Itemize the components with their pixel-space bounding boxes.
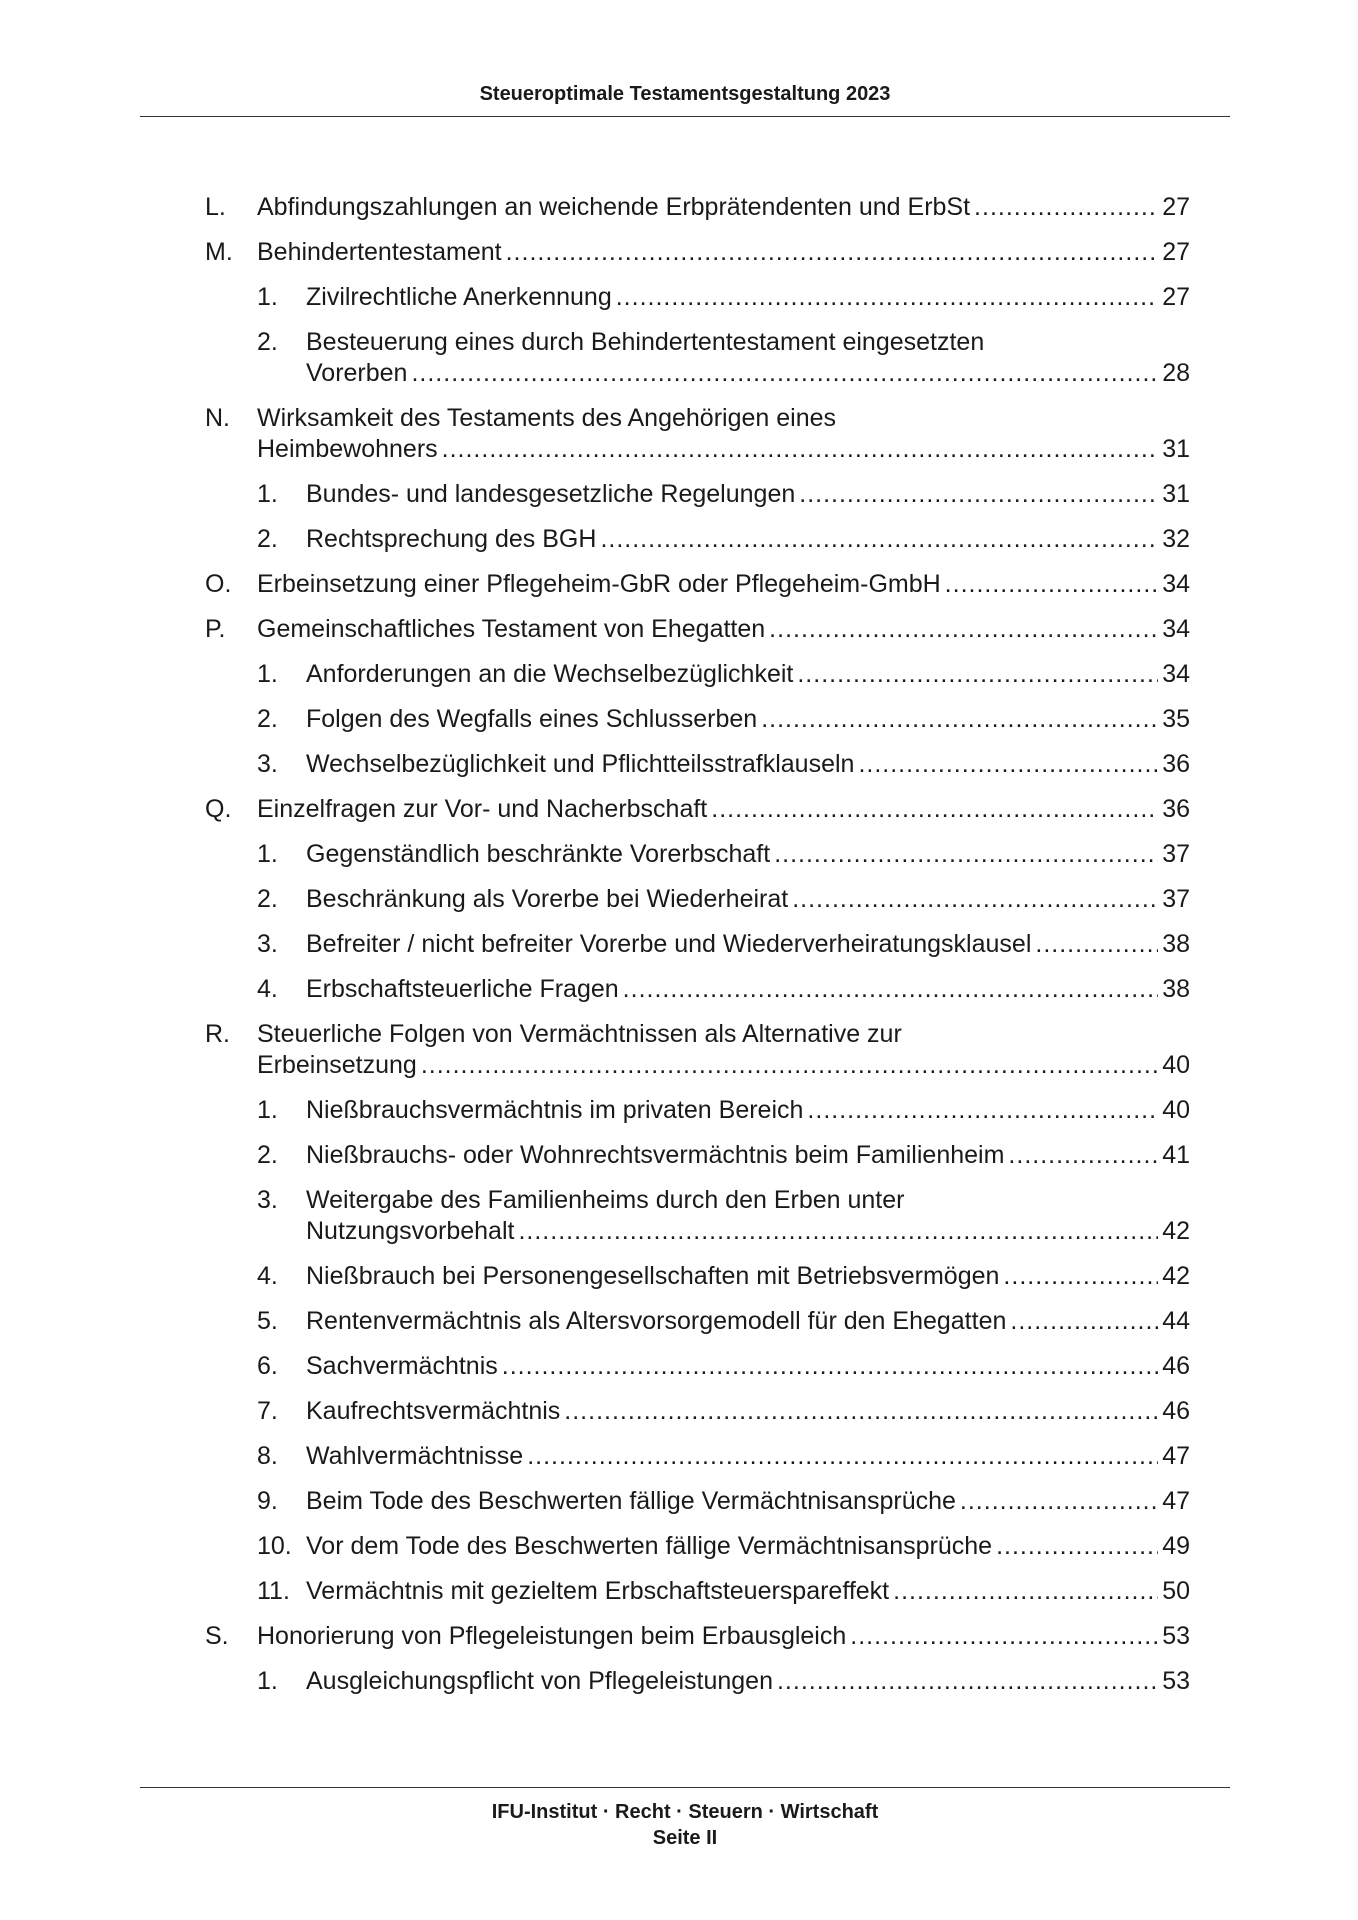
toc-entry-page-number: 46: [1162, 1397, 1190, 1425]
toc-entry: [205, 1666, 1190, 1697]
toc-entry-number: 1.: [257, 660, 278, 688]
toc-entry-page-number: 35: [1162, 705, 1190, 733]
dot-leader: [1008, 1140, 1158, 1171]
toc-entry-leader-line: [306, 524, 1190, 555]
toc-entry-title: Honorierung von Pflegeleistungen beim Erbausgleich: [257, 1622, 847, 1650]
toc-entry-leader-line: [306, 974, 1190, 1005]
toc-entry: [205, 614, 1190, 645]
toc-entry: [205, 327, 1190, 389]
toc-entry-number: O.: [205, 570, 232, 598]
dot-leader: [893, 1576, 1158, 1607]
dot-leader: [769, 614, 1158, 645]
toc-entry: [205, 1441, 1190, 1472]
toc-entry-title: Nießbrauchsvermächtnis im privaten Bereich: [306, 1096, 804, 1124]
dot-leader: [1035, 929, 1158, 960]
dot-leader: [792, 884, 1158, 915]
dot-leader: [616, 282, 1158, 313]
dot-leader: [411, 358, 1158, 389]
toc-entry-page-number: 36: [1162, 795, 1190, 823]
toc-entry: [205, 1095, 1190, 1126]
toc-entry: [205, 1140, 1190, 1171]
dot-leader: [527, 1441, 1158, 1472]
toc-entry-page-number: 31: [1162, 480, 1190, 508]
toc-entry-page-number: 28: [1162, 359, 1190, 387]
toc-entry-leader-line: [306, 1306, 1190, 1337]
toc-entry-title: Ausgleichungspflicht von Pflegeleistungen: [306, 1667, 773, 1695]
dot-leader: [564, 1396, 1158, 1427]
toc-entry-page-number: 41: [1162, 1141, 1190, 1169]
dot-leader: [623, 974, 1159, 1005]
toc-entry-page-number: 27: [1162, 238, 1190, 266]
toc-entry: [205, 749, 1190, 780]
dot-leader: [506, 237, 1159, 268]
toc-entry-number: 2.: [257, 705, 278, 733]
toc-entry-number: 1.: [257, 480, 278, 508]
toc-entry: [205, 794, 1190, 825]
toc-entry-leader-line: [257, 794, 1190, 825]
toc-entry-number: 6.: [257, 1352, 278, 1380]
toc-entry-leader-line: [306, 358, 1190, 389]
toc-entry-title: Nießbrauch bei Personengesellschaften mit Betriebsvermögen: [306, 1262, 1000, 1290]
toc-entry: [205, 1531, 1190, 1562]
toc-entry-title: Rentenvermächtnis als Altersvorsorgemodell für den Ehegatten: [306, 1307, 1007, 1335]
table-of-contents: [205, 192, 1190, 1711]
toc-entry: [205, 1261, 1190, 1292]
page-number: Seite II: [652, 1827, 718, 1849]
toc-entry-title: Kaufrechtsvermächtnis: [306, 1397, 561, 1425]
toc-entry: [205, 884, 1190, 915]
toc-entry-number: N.: [205, 404, 230, 432]
toc-entry-title: Heimbewohners: [257, 435, 438, 463]
toc-entry-title: Erbschaftsteuerliche Fragen: [306, 975, 619, 1003]
toc-entry-page-number: 44: [1162, 1307, 1190, 1335]
dot-leader: [442, 434, 1159, 465]
toc-entry: [205, 1396, 1190, 1427]
toc-entry-leader-line: [257, 192, 1190, 223]
toc-entry: [205, 1019, 1190, 1081]
dot-leader: [974, 192, 1158, 223]
dot-leader: [960, 1486, 1158, 1517]
toc-entry: [205, 479, 1190, 510]
toc-entry-title-line: Weitergabe des Familienheims durch den Erben unter: [306, 1186, 905, 1214]
toc-entry-title: Vorerben: [306, 359, 408, 387]
toc-entry-leader-line: [306, 1666, 1190, 1697]
toc-entry-page-number: 46: [1162, 1352, 1190, 1380]
toc-entry-leader-line: [306, 659, 1190, 690]
toc-entry-leader-line: [306, 704, 1190, 735]
toc-entry-title: Wahlvermächtnisse: [306, 1442, 524, 1470]
toc-entry-page-number: 27: [1162, 283, 1190, 311]
toc-entry-title-line: Steuerliche Folgen von Vermächtnissen als Alternative zur: [257, 1020, 902, 1048]
toc-entry-number: 9.: [257, 1487, 278, 1515]
toc-entry-leader-line: [306, 1486, 1190, 1517]
running-header: Steueroptimale Testamentsgestaltung 2023: [479, 83, 891, 105]
dot-leader: [1003, 1261, 1158, 1292]
dot-leader: [502, 1351, 1158, 1382]
toc-entry-title-line: Wirksamkeit des Testaments des Angehörigen eines: [257, 404, 837, 432]
toc-entry-number: 2.: [257, 525, 278, 553]
dot-leader: [797, 659, 1158, 690]
toc-entry: [205, 1185, 1190, 1247]
toc-entry-title: Nießbrauchs- oder Wohnrechtsvermächtnis beim Familienheim: [306, 1141, 1005, 1169]
toc-entry-page-number: 40: [1162, 1051, 1190, 1079]
toc-entry: [205, 192, 1190, 223]
toc-entry-title: Einzelfragen zur Vor- und Nacherbschaft: [257, 795, 708, 823]
toc-entry-leader-line: [306, 1531, 1190, 1562]
toc-entry-leader-line: [306, 479, 1190, 510]
toc-entry-page-number: 42: [1162, 1262, 1190, 1290]
dot-leader: [600, 524, 1158, 555]
toc-entry-number: 3.: [257, 1186, 278, 1214]
toc-entry-page-number: 42: [1162, 1217, 1190, 1245]
toc-entry-leader-line: [257, 237, 1190, 268]
toc-entry: [205, 974, 1190, 1005]
toc-entry-leader-line: [306, 929, 1190, 960]
toc-entry-number: M.: [205, 238, 233, 266]
toc-entry-title: Beim Tode des Beschwerten fällige Vermächtnisansprüche: [306, 1487, 956, 1515]
dot-leader: [774, 839, 1158, 870]
toc-entry-leader-line: [306, 282, 1190, 313]
toc-entry: [205, 403, 1190, 465]
toc-entry-page-number: 49: [1162, 1532, 1190, 1560]
toc-entry-title: Zivilrechtliche Anerkennung: [306, 283, 612, 311]
dot-leader: [518, 1216, 1158, 1247]
toc-entry: [205, 282, 1190, 313]
toc-entry-number: 4.: [257, 1262, 278, 1290]
toc-entry-leader-line: [306, 1351, 1190, 1382]
toc-entry-number: 11.: [257, 1577, 290, 1605]
header-rule: [140, 116, 1230, 117]
toc-entry-number: 10.: [257, 1532, 292, 1560]
toc-entry-leader-line: [306, 839, 1190, 870]
toc-entry-title: Gegenständlich beschränkte Vorerbschaft: [306, 840, 771, 868]
toc-entry-page-number: 37: [1162, 840, 1190, 868]
toc-entry-page-number: 47: [1162, 1442, 1190, 1470]
toc-entry: [205, 839, 1190, 870]
toc-entry-number: 1.: [257, 840, 278, 868]
toc-entry-title: Vor dem Tode des Beschwerten fällige Vermächtnisansprüche: [306, 1532, 993, 1560]
dot-leader: [850, 1621, 1158, 1652]
toc-entry-number: L.: [205, 193, 226, 221]
dot-leader: [1010, 1306, 1158, 1337]
toc-entry-title: Nutzungsvorbehalt: [306, 1217, 515, 1245]
toc-entry-leader-line: [306, 1216, 1190, 1247]
running-footer: [140, 1799, 1230, 1851]
toc-entry-page-number: 40: [1162, 1096, 1190, 1124]
toc-entry-page-number: 34: [1162, 615, 1190, 643]
toc-entry: [205, 929, 1190, 960]
toc-entry-title: Behindertentestament: [257, 238, 502, 266]
toc-entry-leader-line: [306, 1095, 1190, 1126]
dot-leader: [858, 749, 1158, 780]
dot-leader: [711, 794, 1158, 825]
toc-entry-page-number: 53: [1162, 1667, 1190, 1695]
toc-entry-title: Rechtsprechung des BGH: [306, 525, 597, 553]
toc-entry-title-line: Besteuerung eines durch Behindertentestament eingesetzten: [306, 328, 985, 356]
toc-entry-title: Erbeinsetzung: [257, 1051, 417, 1079]
toc-entry-leader-line: [306, 884, 1190, 915]
toc-entry-number: Q.: [205, 795, 232, 823]
toc-entry-number: 2.: [257, 328, 278, 356]
toc-entry-leader-line: [257, 434, 1190, 465]
toc-entry-leader-line: [257, 1050, 1190, 1081]
dot-leader: [761, 704, 1158, 735]
toc-entry-number: 2.: [257, 1141, 278, 1169]
toc-entry-title: Abfindungszahlungen an weichende Erbprätendenten und ErbSt: [257, 193, 971, 221]
toc-entry: [205, 1576, 1190, 1607]
toc-entry-page-number: 34: [1162, 660, 1190, 688]
toc-entry-page-number: 37: [1162, 885, 1190, 913]
toc-entry-page-number: 31: [1162, 435, 1190, 463]
toc-entry-number: 1.: [257, 1667, 278, 1695]
footer-rule: [140, 1787, 1230, 1788]
toc-entry-page-number: 50: [1162, 1577, 1190, 1605]
toc-entry-leader-line: [306, 1140, 1190, 1171]
toc-entry: [205, 524, 1190, 555]
toc-entry-title: Wechselbezüglichkeit und Pflichtteilsstrafklauseln: [306, 750, 855, 778]
dot-leader: [799, 479, 1158, 510]
toc-entry-title: Vermächtnis mit gezieltem Erbschaftsteuerspareffekt: [306, 1577, 890, 1605]
toc-entry: [205, 1351, 1190, 1382]
toc-entry: [205, 659, 1190, 690]
toc-entry: [205, 1486, 1190, 1517]
toc-entry-page-number: 27: [1162, 193, 1190, 221]
toc-entry-number: 3.: [257, 750, 278, 778]
dot-leader: [996, 1531, 1158, 1562]
toc-entry-title: Sachvermächtnis: [306, 1352, 498, 1380]
toc-entry-number: 5.: [257, 1307, 278, 1335]
toc-entry: [205, 1306, 1190, 1337]
toc-entry-title: Gemeinschaftliches Testament von Ehegatten: [257, 615, 766, 643]
toc-entry-page-number: 34: [1162, 570, 1190, 598]
toc-entry: [205, 237, 1190, 268]
toc-entry-title: Folgen des Wegfalls eines Schlusserben: [306, 705, 758, 733]
toc-entry-leader-line: [306, 749, 1190, 780]
toc-entry-title: Erbeinsetzung einer Pflegeheim-GbR oder Pflegeheim-GmbH: [257, 570, 941, 598]
toc-entry: [205, 1621, 1190, 1652]
toc-entry-page-number: 53: [1162, 1622, 1190, 1650]
toc-entry-page-number: 38: [1162, 930, 1190, 958]
footer-publisher: IFU-Institut · Recht · Steuern · Wirtschaft: [491, 1801, 879, 1823]
toc-entry-leader-line: [306, 1441, 1190, 1472]
toc-entry-number: R.: [205, 1020, 230, 1048]
toc-entry-number: 8.: [257, 1442, 278, 1470]
toc-entry-page-number: 47: [1162, 1487, 1190, 1515]
toc-entry-number: 2.: [257, 885, 278, 913]
toc-entry-leader-line: [306, 1261, 1190, 1292]
toc-entry-number: P.: [205, 615, 226, 643]
dot-leader: [945, 569, 1159, 600]
toc-entry: [205, 569, 1190, 600]
toc-entry-leader-line: [306, 1396, 1190, 1427]
toc-entry-number: 4.: [257, 975, 278, 1003]
toc-entry-page-number: 38: [1162, 975, 1190, 1003]
toc-entry-leader-line: [257, 614, 1190, 645]
toc-entry-number: 1.: [257, 283, 278, 311]
toc-entry-number: 7.: [257, 1397, 278, 1425]
dot-leader: [421, 1050, 1158, 1081]
toc-entry-title: Anforderungen an die Wechselbezüglichkeit: [306, 660, 794, 688]
toc-entry-number: S.: [205, 1622, 229, 1650]
toc-entry-title: Befreiter / nicht befreiter Vorerbe und Wiederverheiratungsklausel: [306, 930, 1032, 958]
toc-entry-page-number: 36: [1162, 750, 1190, 778]
toc-entry-number: 3.: [257, 930, 278, 958]
dot-leader: [807, 1095, 1158, 1126]
toc-entry-number: 1.: [257, 1096, 278, 1124]
toc-entry-leader-line: [257, 569, 1190, 600]
toc-entry-leader-line: [306, 1576, 1190, 1607]
dot-leader: [777, 1666, 1158, 1697]
toc-entry-page-number: 32: [1162, 525, 1190, 553]
toc-entry: [205, 704, 1190, 735]
toc-entry-title: Bundes- und landesgesetzliche Regelungen: [306, 480, 796, 508]
toc-entry-leader-line: [257, 1621, 1190, 1652]
toc-entry-title: Beschränkung als Vorerbe bei Wiederheirat: [306, 885, 789, 913]
